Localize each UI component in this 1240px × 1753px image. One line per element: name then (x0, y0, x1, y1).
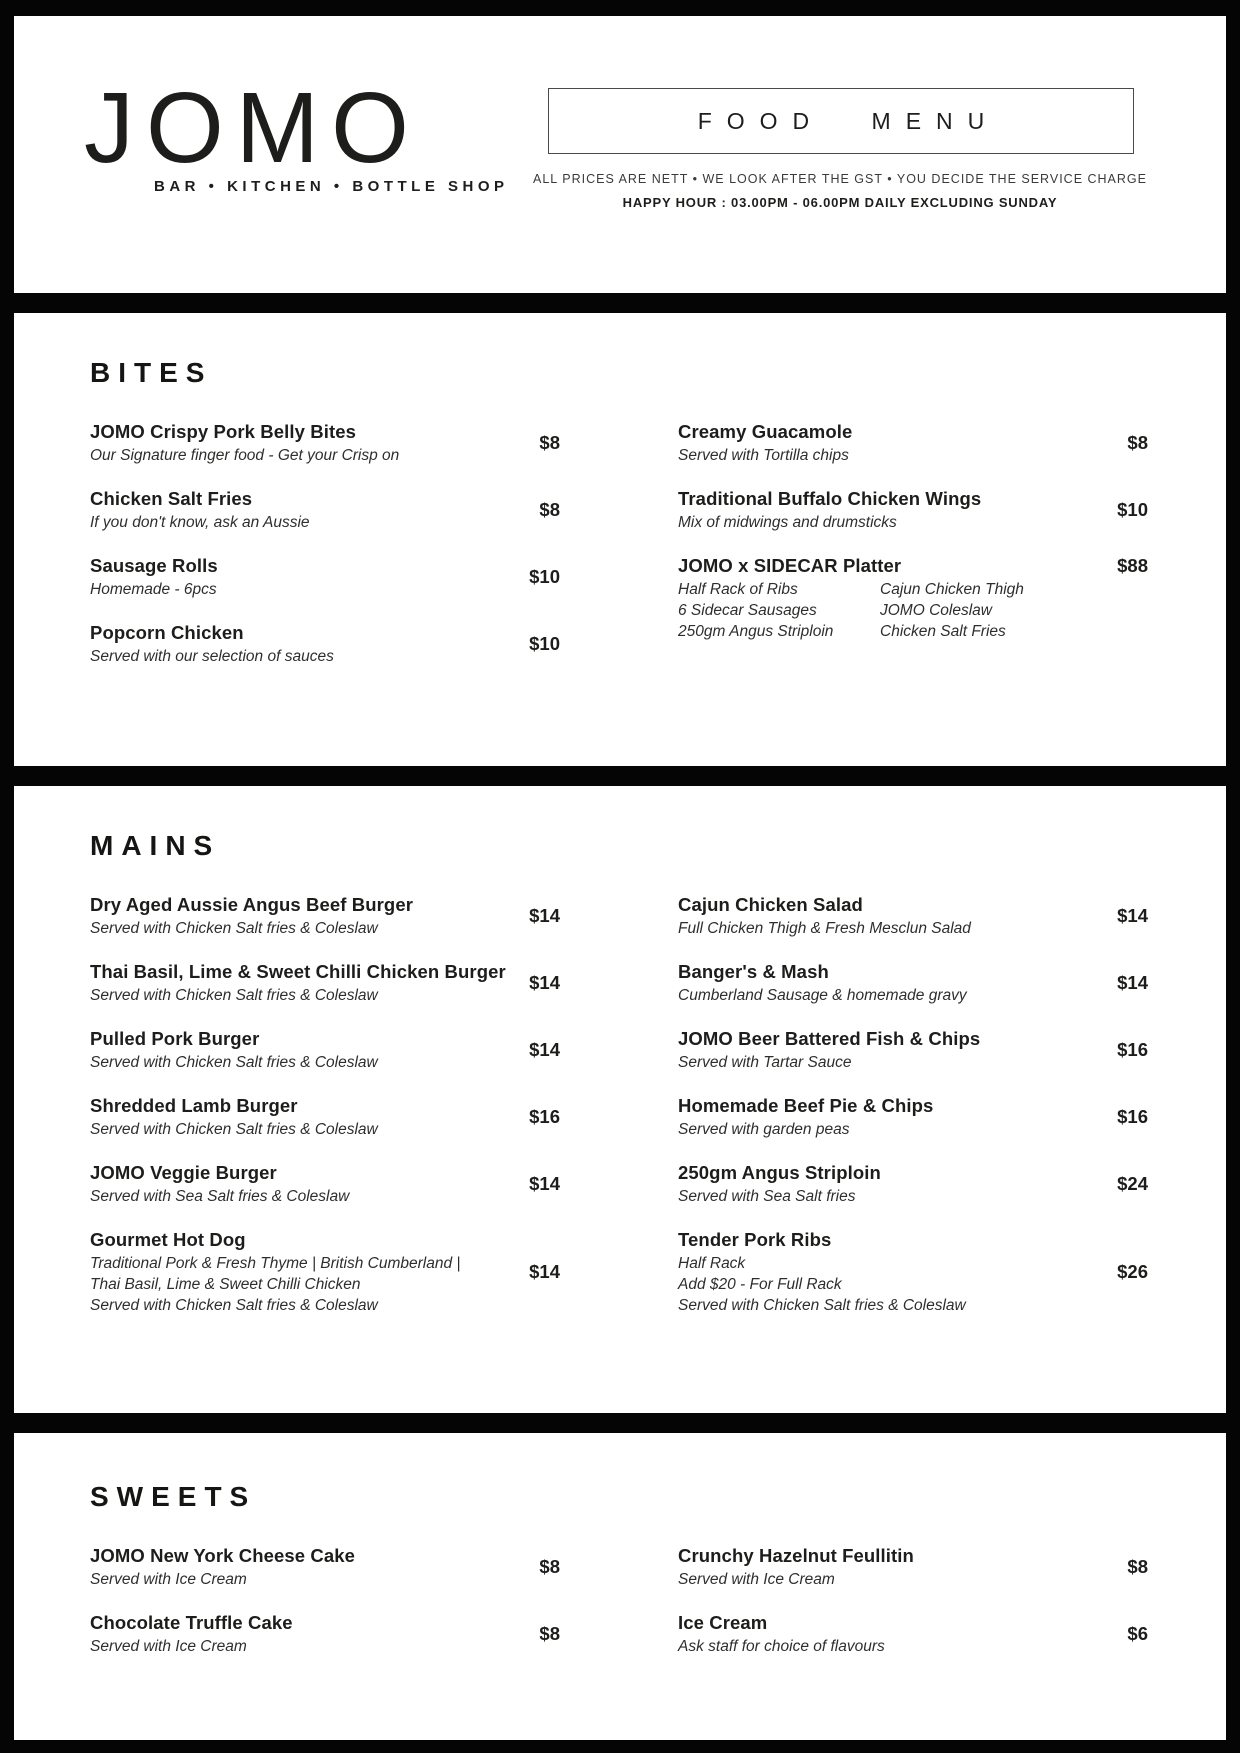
item-text (90, 419, 504, 466)
bites-left-column (90, 419, 560, 667)
item-text (90, 892, 504, 939)
menu-item (90, 1227, 560, 1316)
item-price: $88 (1117, 555, 1148, 576)
item-text (90, 1160, 504, 1207)
menu-item (90, 1093, 560, 1140)
item-name: Thai Basil, Lime & Sweet Chilli Chicken Burger (90, 961, 506, 982)
item-price: $8 (1127, 1555, 1148, 1577)
item-price: $26 (1117, 1260, 1148, 1282)
item-text (678, 1160, 1092, 1207)
item-price: $8 (539, 498, 560, 520)
menu-title: FOOD MENU (697, 107, 1000, 134)
menu-item (90, 1543, 560, 1590)
item-desc: Served with Ice Cream (90, 1571, 247, 1588)
item-name: Pulled Pork Burger (90, 1028, 260, 1049)
menu-item (90, 553, 560, 600)
item-price: $14 (529, 1172, 560, 1194)
item-price: $14 (529, 1260, 560, 1282)
item-desc: Served with Tartar Sauce (678, 1054, 852, 1071)
platter-line: Chicken Salt Fries (880, 623, 1006, 640)
item-price: $14 (529, 1038, 560, 1060)
menu-item (678, 1610, 1148, 1657)
item-price: $14 (1117, 971, 1148, 993)
item-desc: Served with garden peas (678, 1121, 850, 1138)
item-name: JOMO New York Cheese Cake (90, 1545, 356, 1566)
item-desc: Traditional Pork & Fresh Thyme | British Cumberland | (90, 1255, 461, 1272)
item-text (678, 486, 1092, 533)
menu-item (678, 1026, 1148, 1073)
brand-logo: JOMO (84, 72, 421, 184)
menu-item (90, 620, 560, 667)
item-name: Crunchy Hazelnut Feullitin (678, 1545, 914, 1566)
header-panel (14, 16, 1226, 293)
platter-line: Cajun Chicken Thigh (880, 581, 1024, 598)
item-name: Dry Aged Aussie Angus Beef Burger (90, 894, 414, 915)
menu-item (678, 486, 1148, 533)
item-text (90, 1227, 504, 1316)
platter-column-1 (678, 579, 880, 642)
item-price: $16 (1117, 1038, 1148, 1060)
item-price: $8 (539, 1622, 560, 1644)
item-desc: Add $20 - For Full Rack (678, 1276, 842, 1293)
item-name: Ice Cream (678, 1612, 768, 1633)
item-name: Shredded Lamb Burger (90, 1095, 298, 1116)
menu-item (90, 959, 560, 1006)
item-price: $6 (1127, 1622, 1148, 1644)
platter-contents (678, 579, 1092, 642)
item-desc: Full Chicken Thigh & Fresh Mesclun Salad (678, 920, 971, 937)
menu-item (678, 959, 1148, 1006)
item-desc: Homemade - 6pcs (90, 581, 217, 598)
item-text (90, 1610, 504, 1657)
item-desc: Served with Sea Salt fries (678, 1188, 856, 1205)
header-notes (490, 172, 1190, 210)
item-name: Tender Pork Ribs (678, 1229, 832, 1250)
menu-item (90, 419, 560, 466)
item-price: $14 (1117, 904, 1148, 926)
item-name: Cajun Chicken Salad (678, 894, 863, 915)
mains-right-column (678, 892, 1148, 1316)
item-text (90, 553, 504, 600)
sweets-left-column (90, 1543, 560, 1657)
item-price: $8 (539, 1555, 560, 1577)
item-name: Banger's & Mash (678, 961, 829, 982)
menu-item (90, 892, 560, 939)
menu-item (90, 1610, 560, 1657)
section-mains (14, 786, 1226, 1413)
menu-item (678, 1093, 1148, 1140)
item-desc: Served with Sea Salt fries & Coleslaw (90, 1188, 350, 1205)
section-title-bites: BITES (90, 357, 213, 388)
item-desc: Our Signature finger food - Get your Crisp on (90, 447, 400, 464)
item-price: $10 (529, 632, 560, 654)
item-name: Chicken Salt Fries (90, 488, 253, 509)
item-desc: Served with Chicken Salt fries & Coleslaw (90, 920, 378, 937)
menu-item (678, 419, 1148, 466)
menu-item (678, 1160, 1148, 1207)
item-price: $14 (529, 904, 560, 926)
item-text (678, 1610, 1092, 1657)
bites-right-column (678, 419, 1148, 667)
mains-left-column (90, 892, 560, 1316)
menu-item (678, 1543, 1148, 1590)
platter-line: JOMO Coleslaw (880, 602, 992, 619)
menu-item-platter (678, 553, 1148, 642)
platter-line: 6 Sidecar Sausages (678, 602, 817, 619)
item-text (90, 1543, 504, 1590)
item-desc: Half Rack (678, 1255, 746, 1272)
item-text (678, 1093, 1092, 1140)
sweets-right-column (678, 1543, 1148, 1657)
sweets-columns (90, 1543, 1148, 1657)
item-name: Homemade Beef Pie & Chips (678, 1095, 934, 1116)
item-text (678, 1026, 1092, 1073)
mains-columns (90, 892, 1148, 1316)
item-desc: If you don't know, ask an Aussie (90, 514, 310, 531)
item-name: JOMO Crispy Pork Belly Bites (90, 421, 357, 442)
item-text (90, 620, 504, 667)
item-desc: Served with Ice Cream (90, 1638, 247, 1655)
menu-item (90, 1026, 560, 1073)
item-desc: Served with Chicken Salt fries & Coleslaw (90, 1121, 378, 1138)
item-desc: Served with Chicken Salt fries & Coleslaw (90, 1297, 378, 1314)
item-name: Traditional Buffalo Chicken Wings (678, 488, 982, 509)
menu-item (90, 486, 560, 533)
item-text (678, 1227, 1092, 1316)
menu-item (678, 892, 1148, 939)
section-sweets (14, 1433, 1226, 1740)
item-price: $10 (529, 565, 560, 587)
item-name: 250gm Angus Striploin (678, 1162, 881, 1183)
platter-line: 250gm Angus Striploin (678, 623, 834, 640)
item-desc: Served with Ice Cream (678, 1571, 835, 1588)
item-text (678, 419, 1092, 466)
brand-tagline: BAR • KITCHEN • BOTTLE SHOP (154, 178, 509, 195)
item-name: JOMO Beer Battered Fish & Chips (678, 1028, 981, 1049)
item-name: Chocolate Truffle Cake (90, 1612, 293, 1633)
item-text (678, 1543, 1092, 1590)
menu-item (90, 1160, 560, 1207)
item-name: Creamy Guacamole (678, 421, 853, 442)
happy-hour-note: HAPPY HOUR : 03.00PM - 06.00PM DAILY EXCLUDING SUNDAY (622, 195, 1058, 210)
platter-column-2 (880, 579, 1024, 642)
section-title-mains: MAINS (90, 830, 221, 861)
item-price: $8 (539, 431, 560, 453)
item-desc: Served with Chicken Salt fries & Coleslaw (90, 1054, 378, 1071)
item-price: $10 (1117, 498, 1148, 520)
item-text (90, 486, 504, 533)
item-desc: Cumberland Sausage & homemade gravy (678, 987, 967, 1004)
menu-item (678, 1227, 1148, 1316)
item-text (90, 1026, 504, 1073)
platter-line: Half Rack of Ribs (678, 581, 798, 598)
item-text (678, 892, 1092, 939)
item-desc: Mix of midwings and drumsticks (678, 514, 897, 531)
item-desc: Thai Basil, Lime & Sweet Chilli Chicken (90, 1276, 361, 1293)
item-desc: Served with our selection of sauces (90, 648, 334, 665)
section-title-sweets: SWEETS (90, 1481, 257, 1512)
section-bites (14, 313, 1226, 766)
item-text (90, 1093, 504, 1140)
item-text (678, 553, 1092, 642)
item-price: $16 (1117, 1105, 1148, 1127)
bites-columns (90, 419, 1148, 667)
item-name: Sausage Rolls (90, 555, 218, 576)
item-desc: Served with Tortilla chips (678, 447, 849, 464)
item-text (90, 959, 504, 1006)
item-price: $14 (529, 971, 560, 993)
item-desc: Ask staff for choice of flavours (678, 1638, 885, 1655)
pricing-note: ALL PRICES ARE NETT • WE LOOK AFTER THE GST • YOU DECIDE THE SERVICE CHARGE (533, 172, 1147, 186)
item-name: JOMO Veggie Burger (90, 1162, 277, 1183)
item-price: $8 (1127, 431, 1148, 453)
item-price: $24 (1117, 1172, 1148, 1194)
item-text (678, 959, 1092, 1006)
item-desc: Served with Chicken Salt fries & Coleslaw (90, 987, 378, 1004)
item-price: $16 (529, 1105, 560, 1127)
item-name: JOMO x SIDECAR Platter (678, 555, 902, 576)
menu-title-box (548, 88, 1134, 154)
item-name: Gourmet Hot Dog (90, 1229, 246, 1250)
item-name: Popcorn Chicken (90, 622, 244, 643)
item-desc: Served with Chicken Salt fries & Coleslaw (678, 1297, 966, 1314)
